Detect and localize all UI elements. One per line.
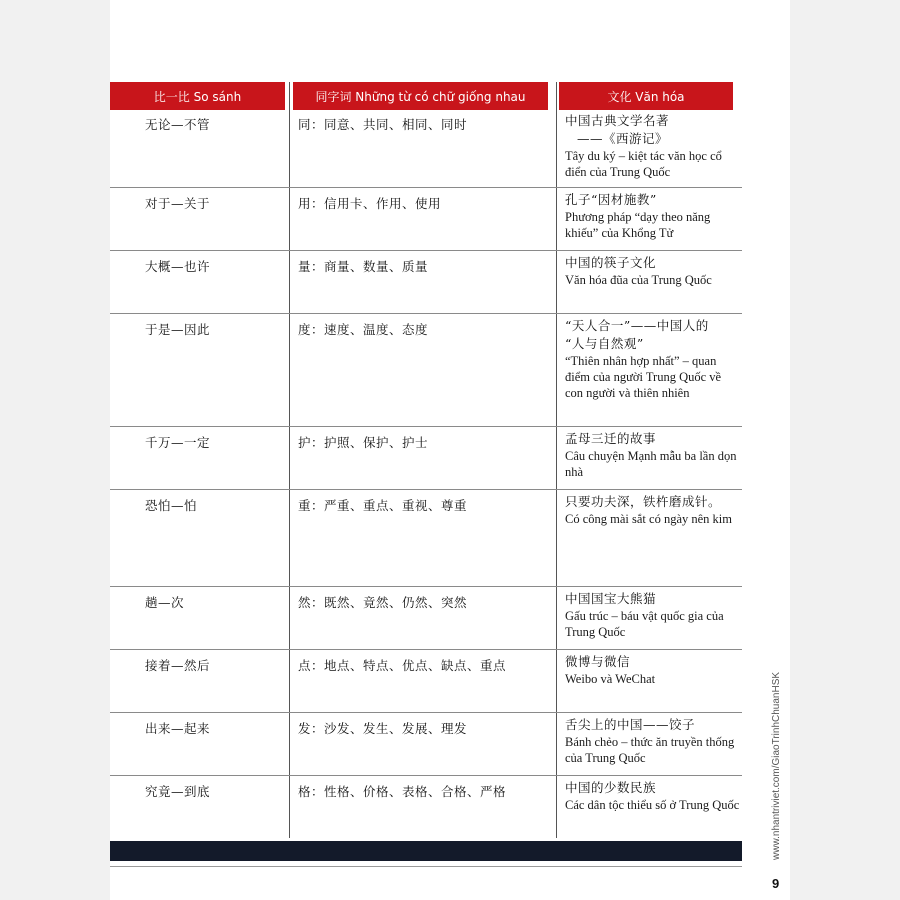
culture-translation: Weibo và WeChat bbox=[565, 672, 656, 686]
same-char-cell: 格：性格、价格、表格、合格、严格 bbox=[298, 784, 507, 799]
culture-translation: Tây du ký – kiệt tác văn học cổ điển của Trung Quốc bbox=[565, 149, 722, 179]
column-divider bbox=[556, 82, 557, 838]
culture-title: “天人合一”——中国人的 bbox=[565, 318, 709, 333]
header-same-char: 同字词 Những từ có chữ giống nhau bbox=[293, 82, 548, 110]
culture-cell bbox=[565, 112, 740, 180]
culture-cell bbox=[565, 779, 740, 813]
compare-cell: 趟—次 bbox=[145, 595, 185, 610]
culture-title: 中国国宝大熊猫 bbox=[565, 591, 657, 606]
same-char-cell: 点：地点、特点、优点、缺点、重点 bbox=[298, 658, 507, 673]
same-char-cell: 重：严重、重点、重视、尊重 bbox=[298, 498, 468, 513]
culture-title: 舌尖上的中国——饺子 bbox=[565, 717, 696, 732]
compare-cell: 千万—一定 bbox=[145, 435, 211, 450]
compare-cell: 出来—起来 bbox=[145, 721, 211, 736]
row-divider bbox=[110, 775, 742, 776]
compare-cell: 无论—不管 bbox=[145, 117, 211, 132]
culture-cell bbox=[565, 317, 740, 401]
compare-cell: 对于—关于 bbox=[145, 196, 211, 211]
page-number: 9 bbox=[772, 876, 780, 891]
row-divider bbox=[110, 649, 742, 650]
culture-cell bbox=[565, 430, 740, 480]
culture-translation: Câu chuyện Mạnh mẫu ba lần dọn nhà bbox=[565, 449, 737, 479]
culture-title: 只要功夫深，铁杵磨成针。 bbox=[565, 494, 722, 509]
culture-cell bbox=[565, 716, 740, 766]
culture-translation: Có công mài sắt có ngày nên kim bbox=[565, 512, 732, 526]
compare-cell: 于是—因此 bbox=[145, 322, 211, 337]
compare-cell: 接着—然后 bbox=[145, 658, 211, 673]
same-char-cell: 量：商量、数量、质量 bbox=[298, 259, 429, 274]
culture-subtitle: ——《西游记》 bbox=[577, 131, 669, 146]
culture-subtitle: “人与自然观” bbox=[565, 336, 644, 351]
culture-cell bbox=[565, 590, 740, 640]
row-divider bbox=[110, 313, 742, 314]
culture-translation: “Thiên nhân hợp nhất” – quan điểm của người Trung Quốc về con người và thiên nhiên bbox=[565, 354, 722, 400]
header-culture: 文化 Văn hóa bbox=[559, 82, 733, 110]
culture-cell bbox=[565, 191, 740, 241]
row-divider bbox=[110, 489, 742, 490]
compare-cell: 恐怕—怕 bbox=[145, 498, 198, 513]
culture-title: 孔子“因材施教” bbox=[565, 192, 657, 207]
culture-translation: Gấu trúc – báu vật quốc gia của Trung Quốc bbox=[565, 609, 724, 639]
culture-title: 中国的筷子文化 bbox=[565, 255, 657, 270]
column-divider bbox=[289, 82, 290, 838]
culture-cell bbox=[565, 493, 740, 527]
culture-title: 孟母三迁的故事 bbox=[565, 431, 657, 446]
footer-bar bbox=[110, 841, 742, 861]
culture-title: 微博与微信 bbox=[565, 654, 631, 669]
culture-translation: Phương pháp “dạy theo năng khiếu” của Khổng Tử bbox=[565, 210, 711, 240]
row-divider bbox=[110, 250, 742, 251]
same-char-cell: 同：同意、共同、相同、同时 bbox=[298, 117, 468, 132]
header-compare: 比一比 So sánh bbox=[110, 82, 285, 110]
culture-cell bbox=[565, 254, 740, 288]
culture-title: 中国的少数民族 bbox=[565, 780, 657, 795]
culture-translation: Các dân tộc thiểu số ở Trung Quốc bbox=[565, 798, 740, 812]
row-divider bbox=[110, 586, 742, 587]
same-char-cell: 护：护照、保护、护士 bbox=[298, 435, 429, 450]
culture-translation: Bánh chẻo – thức ăn truyền thống của Trung Quốc bbox=[565, 735, 735, 765]
culture-translation: Văn hóa đũa của Trung Quốc bbox=[565, 273, 712, 287]
compare-cell: 大概—也许 bbox=[145, 259, 211, 274]
publisher-url: www.nhantriviet.com/GiaoTrinhChuanHSK bbox=[771, 671, 782, 860]
same-char-cell: 然：既然、竟然、仍然、突然 bbox=[298, 595, 468, 610]
row-divider bbox=[110, 712, 742, 713]
culture-title: 中国古典文学名著 bbox=[565, 113, 670, 128]
page-margin bbox=[790, 0, 900, 900]
same-char-cell: 用：信用卡、作用、使用 bbox=[298, 196, 442, 211]
row-divider bbox=[110, 426, 742, 427]
row-divider bbox=[110, 187, 742, 188]
compare-cell: 究竟—到底 bbox=[145, 784, 211, 799]
same-char-cell: 度：速度、温度、态度 bbox=[298, 322, 429, 337]
same-char-cell: 发：沙发、发生、发展、理发 bbox=[298, 721, 468, 736]
footer-rule bbox=[110, 866, 742, 867]
culture-cell bbox=[565, 653, 740, 687]
